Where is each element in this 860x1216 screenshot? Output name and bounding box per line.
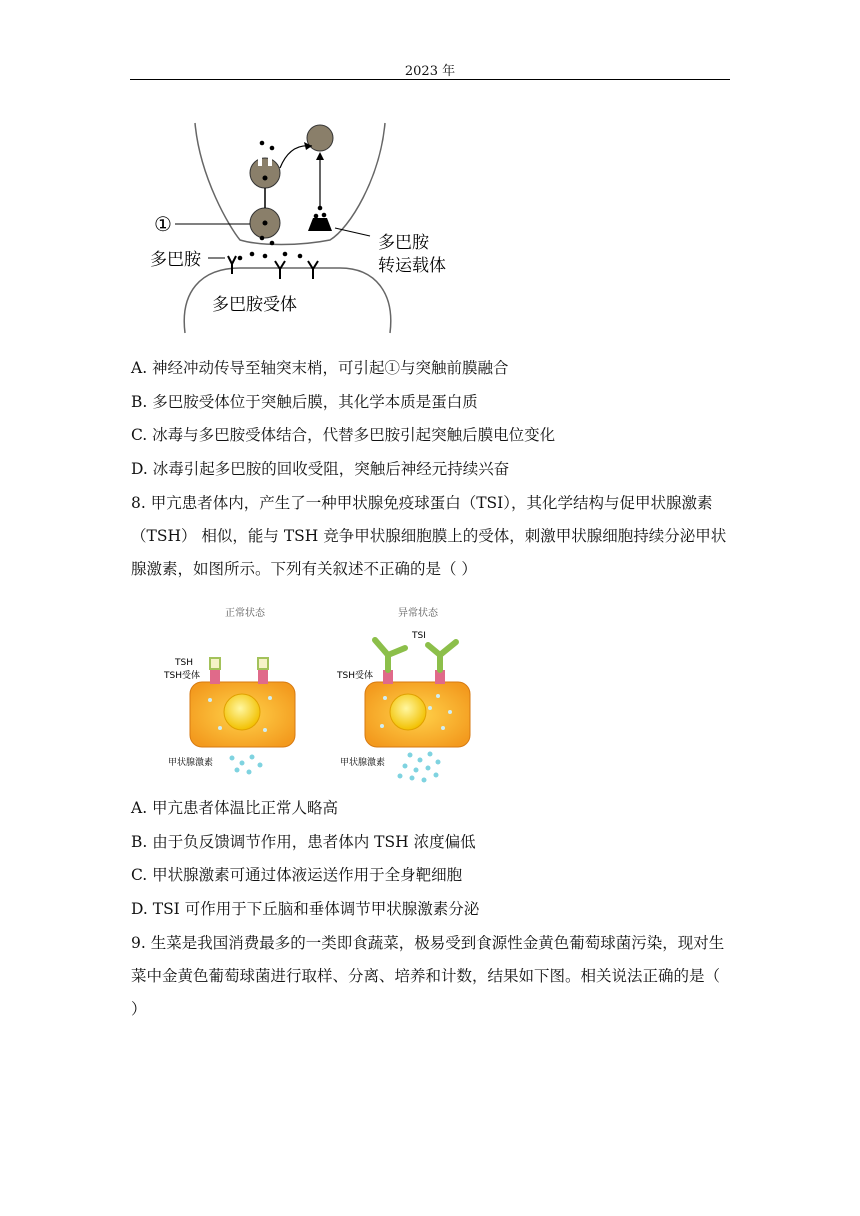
- label-hormone-2: 甲状腺激素: [340, 758, 386, 768]
- normal-title: 正常状态: [225, 608, 265, 619]
- label-dopamine: 多巴胺: [150, 250, 201, 270]
- q8-option-d: D. TSI 可作用于下丘脑和垂体调节甲状腺激素分泌: [131, 900, 480, 918]
- q7-option-d: D. 冰毒引起多巴胺的回收受阻，突触后神经元持续兴奋: [131, 460, 510, 478]
- label-hormone: 甲状腺激素: [168, 758, 214, 768]
- label-tsi: TSI: [412, 631, 426, 641]
- label-tsh-receptor: TSH受体: [164, 671, 200, 681]
- page-header: 2023 年: [404, 64, 456, 79]
- label-receptor: 多巴胺受体: [212, 295, 297, 315]
- q8-stem: 8. 甲亢患者体内，产生了一种甲状腺免疫球蛋白（TSI），其化学结构与促甲状腺激素（TSH） 相似，能与 TSH 竞争甲状腺细胞膜上的受体，刺激甲状腺细胞持续分泌甲状腺激素，如图所示。下列有关叙述不正确的是（ ）: [131, 494, 727, 578]
- q8-option-b: B. 由于负反馈调节作用，患者体内 TSH 浓度偏低: [131, 833, 476, 851]
- header-divider: [130, 79, 730, 80]
- abnormal-title: 异常状态: [398, 608, 438, 619]
- dopamine-receptor: [308, 261, 318, 279]
- label-circle-one: ①: [154, 212, 172, 236]
- presynaptic-membrane: [195, 123, 385, 245]
- dopamine-receptor: [228, 256, 236, 274]
- q7-option-a: A. 神经冲动传导至轴突末梢，可引起①与突触前膜融合: [131, 359, 509, 377]
- thyroid-diagram: [160, 600, 480, 785]
- label-transporter-2: 转运载体: [378, 256, 446, 276]
- q8-option-a: A. 甲亢患者体温比正常人略高: [131, 799, 339, 817]
- q7-option-b: B. 多巴胺受体位于突触后膜，其化学本质是蛋白质: [131, 393, 478, 411]
- q7-option-c: C. 冰毒与多巴胺受体结合，代替多巴胺引起突触后膜电位变化: [131, 426, 556, 444]
- synapse-diagram: [140, 118, 470, 338]
- nucleus: [390, 694, 426, 730]
- tsi-antibody: [428, 642, 456, 670]
- label-tsh-receptor-2: TSH受体: [337, 671, 373, 681]
- label-tsh: TSH: [175, 658, 193, 668]
- vesicle: [250, 158, 280, 188]
- vesicle: [307, 125, 333, 151]
- q8-option-c: C. 甲状腺激素可通过体液运送作用于全身靶细胞: [131, 866, 463, 884]
- tsi-antibody: [375, 640, 405, 670]
- nucleus: [224, 694, 260, 730]
- label-transporter-1: 多巴胺: [378, 233, 429, 253]
- dopamine-transporter: [308, 218, 332, 231]
- q9-stem: 9. 生菜是我国消费最多的一类即食蔬菜，极易受到食源性金黄色葡萄球菌污染，现对生菜中金黄色葡萄球菌进行取样、分离、培养和计数，结果如下图。相关说法正确的是（ ）: [131, 934, 725, 1018]
- dopamine-receptor: [275, 261, 285, 279]
